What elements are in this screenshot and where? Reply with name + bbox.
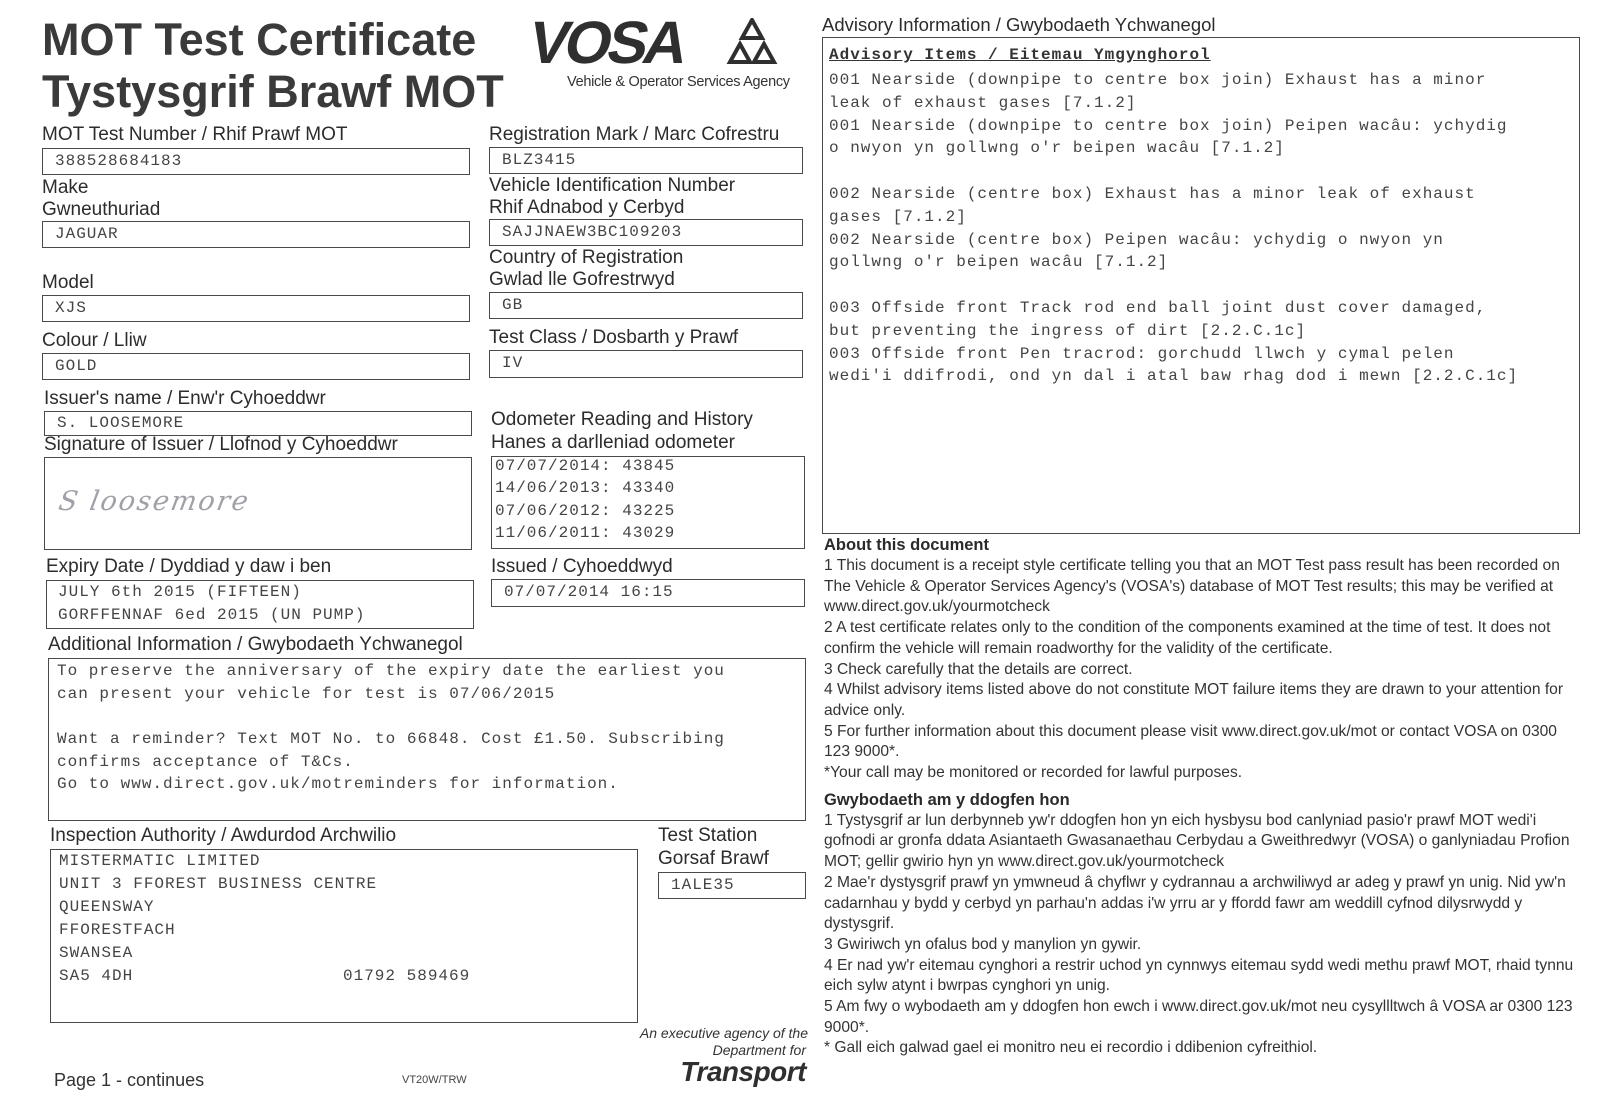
form-code: VT20W/TRW: [402, 1074, 467, 1086]
signature-label: Signature of Issuer / Llofnod y Cyhoeddwr: [44, 434, 398, 455]
inspection-authority-box: [50, 849, 638, 1023]
test-number-value: 388528684183: [55, 152, 183, 170]
inspection-line: QUEENSWAY: [59, 898, 155, 916]
about-item: 3 Check carefully that the details are correct.: [824, 660, 1133, 678]
advisory-line: 001 Nearside (downpipe to centre box join) Exhaust has a minor: [829, 71, 1487, 89]
odometer-entry: 14/06/2013: 43340: [495, 479, 676, 497]
additional-line: confirms acceptance of T&Cs.: [57, 753, 354, 771]
issued-label: Issued / Cyhoeddwyd: [491, 556, 673, 577]
additional-info-label: Additional Information / Gwybodaeth Ychwanegol: [48, 634, 463, 655]
about-item: 2 A test certificate relates only to the condition of the components examined at the time of test. It does not confirm the vehicle will remain roadworthy for the validity of the certificate.: [824, 619, 1551, 657]
inspection-line: FFORESTFACH: [59, 921, 176, 939]
colour-field: [42, 353, 470, 380]
advisory-line: 003 Offside front Pen tracrod: gorchudd llwch y cymal pelen: [829, 344, 1455, 363]
country-value: GB: [502, 296, 524, 314]
test-station-label-welsh: Gorsaf Brawf: [658, 848, 769, 869]
issuer-name-value: S. LOOSEMORE: [57, 414, 185, 432]
signature-box: [44, 457, 472, 550]
vin-field: [489, 219, 803, 246]
advisory-line: gases [7.1.2]: [829, 207, 967, 226]
colour-label: Colour / Lliw: [42, 330, 147, 351]
signature-handwriting: S loosemore: [56, 486, 253, 517]
about-item: *Your call may be monitored or recorded for lawful purposes.: [824, 764, 1243, 782]
about-item: 1 This document is a receipt style certificate telling you that an MOT Test pass result has been recorded on The Vehicle & Operator Services Agency's (VOSA's) database of MOT Test results; this may be verified at www.direct.gov.uk/yourmotcheck: [824, 557, 1560, 616]
welsh-item: 1 Tystysgrif ar lun derbynneb yw'r ddogfen hon yn eich hysbysu bod canlyniad pasio'r prawf MOT wedi'i gofnodi ar gronfa ddata Asiantaeth Gwasanaethau Cerbydau a Gweithredwyr (VOSA) o ganlyniadau Profion MOT; gellir gwirio hyn yn www.direct.gov.uk/yourmotcheck: [824, 811, 1570, 871]
additional-info-box: [48, 658, 806, 821]
advisory-line: [829, 274, 1518, 297]
odometer-entry: 07/06/2012: 43225: [495, 502, 676, 520]
test-station-value: 1ALE35: [671, 876, 735, 894]
odometer-entry: 11/06/2011: 43029: [495, 524, 676, 542]
advisory-line: but preventing the ingress of dirt [2.2.C.1c]: [829, 321, 1307, 340]
vin-label-welsh: Rhif Adnabod y Cerbyd: [489, 197, 685, 218]
advisory-line: 002 Nearside (centre box) Exhaust has a minor leak of exhaust: [829, 184, 1476, 203]
inspection-line: MISTERMATIC LIMITED: [59, 852, 261, 870]
country-label-welsh: Gwlad lle Gofrestrwyd: [489, 269, 675, 290]
advisory-line: leak of exhaust gases [7.1.2]: [829, 93, 1137, 112]
inspection-line: UNIT 3 FFOREST BUSINESS CENTRE: [59, 875, 378, 893]
colour-value: GOLD: [55, 357, 98, 375]
test-station-field: [658, 872, 806, 899]
inspection-phone: 01792 589469: [343, 967, 471, 985]
dft-logo: [600, 1024, 810, 1092]
vin-label: Vehicle Identification Number: [489, 175, 736, 196]
advisory-line: wedi'i ddifrodi, ond yn dal i atal baw rhag dod i mewn [2.2.C.1c]: [829, 367, 1519, 386]
country-field: [489, 292, 803, 319]
odometer-label-welsh: Hanes a darlleniad odometer: [491, 432, 735, 453]
test-class-label: Test Class / Dosbarth y Prawf: [489, 327, 739, 348]
advisory-items: [829, 69, 1518, 388]
welsh-items: [824, 811, 1580, 1059]
about-heading: About this document: [824, 536, 989, 554]
test-number-label: MOT Test Number / Rhif Prawf MOT: [42, 124, 348, 145]
test-class-field: [489, 350, 803, 378]
test-station-label: Test Station: [658, 825, 758, 846]
about-item: 4 Whilst advisory items listed above do not constitute MOT failure items they are drawn to your attention for advice only.: [824, 681, 1564, 719]
issuer-name-field: [44, 411, 472, 436]
welsh-item: 3 Gwiriwch yn ofalus bod y manylion yn gywir.: [824, 935, 1142, 953]
registration-field: [489, 147, 803, 174]
advisory-line: [829, 160, 1518, 183]
about-item: 5 For further information about this document please visit www.direct.gov.uk/mot or contact VOSA on 0300 123 9000*.: [824, 722, 1557, 761]
vin-value: SAJJNAEW3BC109203: [502, 223, 683, 241]
make-value: JAGUAR: [55, 225, 119, 243]
odometer-label: Odometer Reading and History: [491, 409, 753, 430]
expiry-line-1: JULY 6th 2015 (FIFTEEN): [58, 583, 302, 601]
inspection-line: SWANSEA: [59, 944, 134, 962]
make-label: Make: [42, 177, 89, 198]
welsh-item: 5 Am fwy o wybodaeth am y ddogfen hon ewch i www.direct.gov.uk/mot neu cysyllltwch â VOSA ar 0300 123 9000*.: [824, 998, 1573, 1036]
title-welsh: Tystysgrif Brawf MOT: [42, 66, 504, 117]
expiry-field: [46, 580, 474, 629]
model-value: XJS: [55, 299, 87, 317]
advisory-line: 002 Nearside (centre box) Peipen wacâu: ychydig o nwyon yn: [829, 230, 1444, 249]
expiry-label: Expiry Date / Dyddiad y daw i ben: [46, 556, 332, 577]
expiry-line-2: GORFFENNAF 6ed 2015 (UN PUMP): [58, 606, 366, 624]
inspection-line: SA5 4DH: [59, 967, 134, 985]
issuer-name-label: Issuer's name / Enw'r Cyhoeddwr: [44, 388, 326, 409]
advisory-line: 003 Offside front Track rod end ball joint dust cover damaged,: [829, 298, 1487, 317]
additional-line: can present your vehicle for test is 07/06/2015: [57, 685, 556, 703]
registration-label: Registration Mark / Marc Cofrestru: [489, 124, 780, 145]
agency-name: Vehicle & Operator Services Agency: [567, 74, 790, 90]
make-field: [42, 221, 470, 248]
registration-value: BLZ3415: [502, 151, 577, 169]
advisory-line: o nwyon yn gollwng o'r beipen wacâu [7.1.2]: [829, 139, 1285, 158]
vosa-logo-text: VOSA: [522, 9, 692, 76]
model-field: [42, 295, 470, 322]
advisory-line: gollwng o'r beipen wacâu [7.1.2]: [829, 253, 1169, 272]
country-label: Country of Registration: [489, 247, 684, 268]
advisory-heading: Advisory Items / Eitemau Ymgynghorol: [829, 46, 1211, 64]
title-english: MOT Test Certificate: [42, 14, 477, 65]
agency-line-1: An executive agency of the: [639, 1025, 808, 1041]
odometer-history-box: [491, 456, 805, 549]
model-label: Model: [42, 272, 94, 293]
odometer-entry: 07/07/2014: 43845: [495, 457, 676, 475]
welsh-heading: Gwybodaeth am y ddogfen hon: [824, 790, 1070, 809]
about-items: [824, 556, 1580, 784]
inspection-authority-label: Inspection Authority / Awdurdod Archwilio: [50, 825, 397, 846]
issued-field: [491, 579, 805, 607]
test-class-value: IV: [502, 354, 524, 372]
welsh-item: 4 Er nad yw'r eitemau cynghori a restrir uchod yn cynnwys eitemau sydd wedi methu prawf MOT, rhaid tynnu eich sylw atynt i bwrpas cynghori yn unig.: [824, 956, 1574, 995]
agency-line-2: Department for: [712, 1042, 806, 1058]
page-indicator: Page 1 - continues: [54, 1070, 205, 1090]
additional-line: Want a reminder? Text MOT No. to 66848. Cost £1.50. Subscribing: [57, 730, 725, 748]
triangles-icon: [722, 18, 782, 68]
advisory-box: [822, 37, 1580, 534]
dept-transport: Transport: [680, 1056, 806, 1087]
issued-value: 07/07/2014 16:15: [504, 583, 674, 601]
advisory-label: Advisory Information / Gwybodaeth Ychwanegol: [822, 14, 1216, 35]
advisory-line: 001 Nearside (downpipe to centre box join) Peipen wacâu: ychydig: [829, 116, 1508, 135]
additional-line: Go to www.direct.gov.uk/motreminders for information.: [57, 775, 619, 793]
welsh-item: 2 Mae'r dystysgrif prawf yn ymwneud â chyflwr y cydrannau a archwiliwyd ar adeg y prawf yn unig. Nid yw'n cadarnhau y bydd y cerbyd yn parhau'n addas i'w yrru ar y ffordd fawr am weddill cyfnod dilysrwydd y dystysgrif.: [824, 873, 1566, 933]
about-section: [824, 536, 1580, 1059]
make-label-welsh: Gwneuthuriad: [42, 199, 161, 220]
test-number-field: [42, 148, 470, 175]
vosa-logo: [522, 8, 800, 98]
additional-line: To preserve the anniversary of the expiry date the earliest you: [57, 662, 725, 680]
welsh-item: * Gall eich galwad gael ei monitro neu ei recordio i ddibenion cyfreithiol.: [824, 1039, 1318, 1057]
